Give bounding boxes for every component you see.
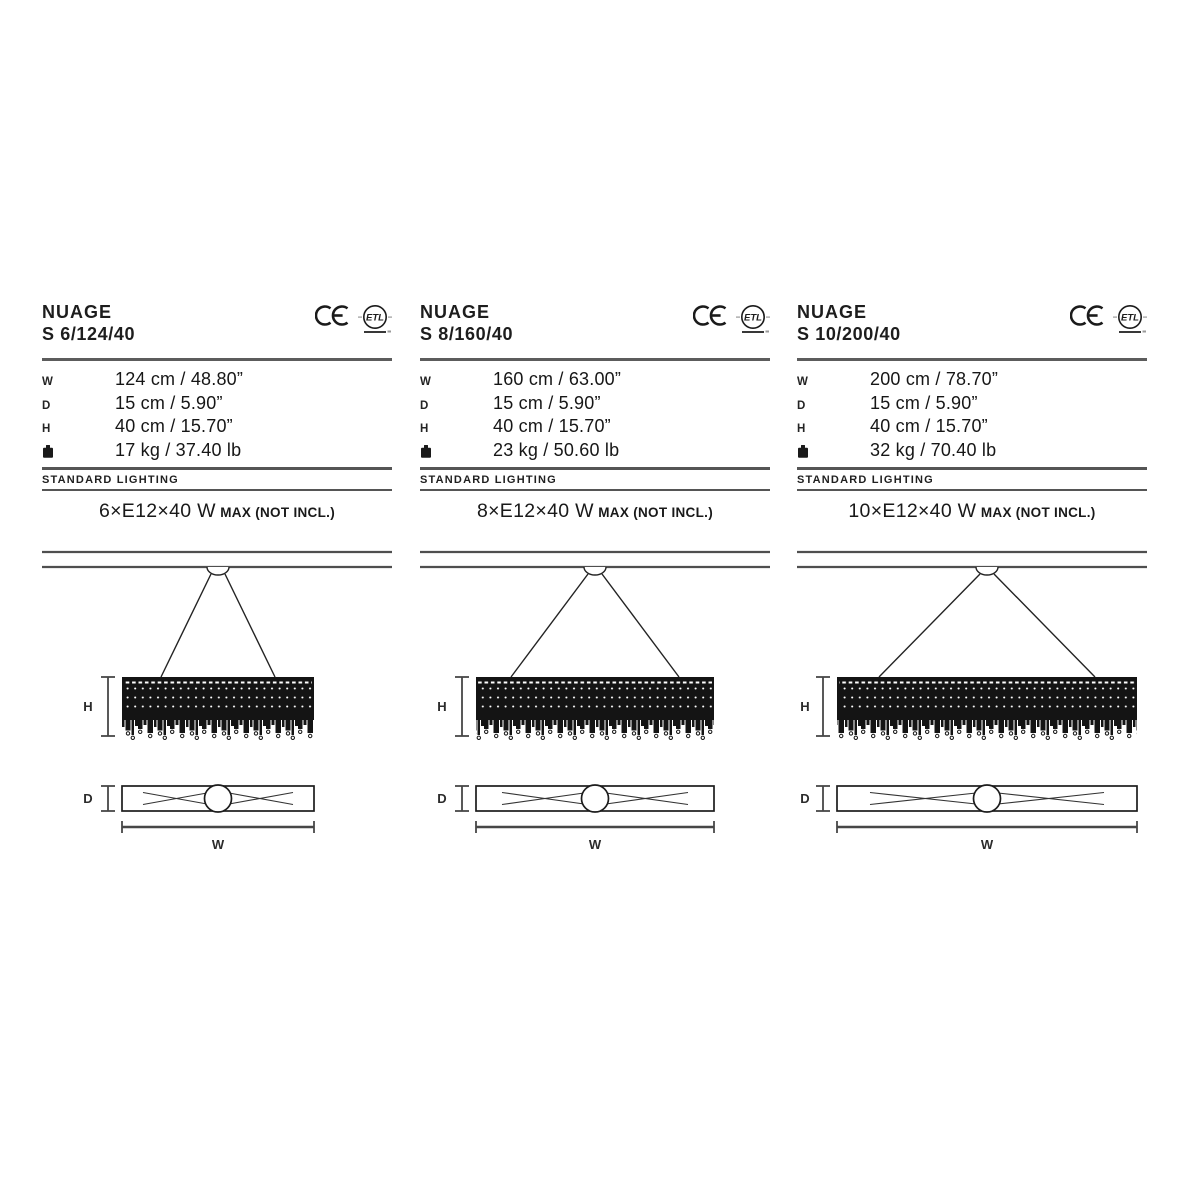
- top-view: [837, 785, 1137, 812]
- h-dimension: [437, 677, 469, 736]
- lamping-note: MAX (NOT INCL.): [598, 504, 714, 520]
- w-dimension-label: W: [211, 837, 225, 852]
- top-view: [476, 785, 714, 812]
- spec-label-d: D: [420, 399, 429, 412]
- spec-row-depth: [797, 393, 1147, 417]
- spec-value-weight: 32 kg / 70.40 lb: [870, 439, 997, 460]
- spec-row-depth: [420, 393, 770, 417]
- spec-label-h: H: [797, 423, 806, 435]
- h-dimension: [800, 677, 830, 736]
- lamping-text: 10×E12×40 W: [848, 499, 977, 522]
- d-dimension: [83, 786, 115, 811]
- crystal-fringe: [476, 720, 714, 741]
- section-divider-top: [420, 467, 770, 470]
- spec-table: [797, 369, 1147, 463]
- h-dimension-label: H: [800, 699, 810, 714]
- suspension-wire: [994, 574, 1095, 677]
- product-model: S 6/124/40: [42, 324, 136, 344]
- spec-table: [420, 369, 770, 463]
- etl-text: ETL: [366, 312, 384, 324]
- section-divider-bottom: [797, 489, 1147, 491]
- etl-mark-icon: [1113, 304, 1147, 336]
- spec-row-height: [420, 416, 770, 440]
- lamping-line: [42, 500, 392, 523]
- drawing-svg: [42, 546, 392, 861]
- w-dimension: [837, 821, 1137, 852]
- weight-icon: [42, 445, 54, 458]
- title-block: [420, 301, 513, 345]
- product-name: NUAGE: [797, 302, 868, 322]
- spec-row-width: [42, 369, 392, 393]
- h-dimension-label: H: [437, 699, 447, 714]
- weight-icon: [797, 445, 809, 458]
- suspension-wire: [879, 574, 980, 677]
- spec-value-height: 40 cm / 15.70”: [493, 416, 611, 436]
- title-block: [42, 301, 135, 345]
- canopy-circle-top-view: [974, 785, 1001, 812]
- spec-label-h: H: [420, 423, 429, 435]
- product-column-2: [420, 301, 770, 881]
- certification-marks: [693, 301, 770, 336]
- crystal-fringe: [837, 720, 1137, 741]
- drawing-svg: [420, 546, 770, 861]
- spec-value-weight: 17 kg / 37.40 lb: [115, 439, 242, 460]
- dimension-drawing: [797, 546, 1147, 861]
- w-dimension-label: W: [588, 837, 602, 852]
- crystal-fringe: [122, 720, 314, 741]
- spec-table: [42, 369, 392, 463]
- certification-marks: [315, 301, 392, 336]
- canopy-circle-top-view: [205, 785, 232, 812]
- suspension-wire: [602, 574, 679, 677]
- spec-label-w: W: [42, 376, 54, 388]
- section-divider-bottom: [420, 489, 770, 491]
- spec-value-width: 200 cm / 78.70”: [870, 369, 999, 389]
- product-name: NUAGE: [42, 302, 113, 322]
- product-model: S 10/200/40: [797, 324, 901, 344]
- spec-value-weight: 23 kg / 50.60 lb: [493, 439, 620, 460]
- etl-text: ETL: [1121, 312, 1139, 324]
- canopy-circle-top-view: [582, 785, 609, 812]
- w-dimension: [122, 821, 314, 852]
- spec-row-depth: [42, 393, 392, 417]
- spec-row-weight: [420, 440, 770, 464]
- title-divider: [420, 358, 770, 361]
- section-divider-bottom: [42, 489, 392, 491]
- ce-mark-icon: [693, 304, 729, 327]
- etl-mark-icon: [736, 304, 770, 336]
- spec-label-d: D: [42, 399, 51, 412]
- title-block: [797, 301, 901, 345]
- spec-row-height: [42, 416, 392, 440]
- spec-value-depth: 15 cm / 5.90”: [493, 392, 601, 413]
- d-dimension-label: D: [437, 791, 447, 806]
- lamping-text: 6×E12×40 W: [98, 499, 216, 522]
- title-divider: [797, 358, 1147, 361]
- spec-value-width: 160 cm / 63.00”: [493, 369, 622, 389]
- etl-text: ETL: [744, 312, 762, 324]
- lamping-note: MAX (NOT INCL.): [980, 504, 1096, 520]
- spec-value-height: 40 cm / 15.70”: [115, 416, 233, 436]
- section-divider-top: [42, 467, 392, 470]
- spec-row-weight: [42, 440, 392, 464]
- h-dimension: [83, 677, 115, 736]
- d-dimension-label: D: [83, 791, 93, 806]
- spec-value-depth: 15 cm / 5.90”: [870, 392, 978, 413]
- suspension-wire: [161, 574, 211, 677]
- spec-value-depth: 15 cm / 5.90”: [115, 392, 223, 413]
- lamping-line: [797, 500, 1147, 523]
- title-divider: [42, 358, 392, 361]
- product-name: NUAGE: [420, 302, 491, 322]
- spec-label-d: D: [797, 399, 806, 412]
- lamping-note: MAX (NOT INCL.): [220, 504, 336, 520]
- w-dimension-label: W: [980, 837, 994, 852]
- h-dimension-label: H: [83, 699, 93, 714]
- standard-lighting-label: STANDARD LIGHTING: [797, 473, 934, 486]
- section-divider-top: [797, 467, 1147, 470]
- dimension-drawing: [420, 546, 770, 861]
- etl-mark-icon: [358, 304, 392, 336]
- ceiling-canopy: [207, 567, 229, 575]
- ce-mark-icon: [315, 304, 351, 327]
- spec-row-height: [797, 416, 1147, 440]
- d-dimension: [800, 786, 830, 811]
- d-dimension: [437, 786, 469, 811]
- top-view: [122, 785, 314, 812]
- shade-front-view: [122, 677, 314, 741]
- lamping-text: 8×E12×40 W: [476, 499, 594, 522]
- dimension-drawing: [42, 546, 392, 861]
- certification-marks: [1070, 301, 1147, 336]
- column-header: [420, 301, 770, 355]
- column-header: [797, 301, 1147, 355]
- spec-value-width: 124 cm / 48.80”: [115, 369, 244, 389]
- w-dimension: [476, 821, 714, 852]
- suspension-wire: [511, 574, 588, 677]
- shade-front-view: [476, 677, 714, 741]
- product-column-1: [42, 301, 392, 881]
- suspension-wire: [225, 574, 275, 677]
- spec-label-w: W: [420, 376, 432, 388]
- spec-label-h: H: [42, 423, 51, 435]
- lamping-line: [420, 500, 770, 523]
- product-column-3: [797, 301, 1147, 881]
- weight-icon: [420, 445, 432, 458]
- standard-lighting-label: STANDARD LIGHTING: [42, 473, 179, 486]
- spec-row-width: [797, 369, 1147, 393]
- column-header: [42, 301, 392, 355]
- ce-mark-icon: [1070, 304, 1106, 327]
- spec-row-width: [420, 369, 770, 393]
- d-dimension-label: D: [800, 791, 810, 806]
- product-model: S 8/160/40: [420, 324, 514, 344]
- spec-row-weight: [797, 440, 1147, 464]
- standard-lighting-label: STANDARD LIGHTING: [420, 473, 557, 486]
- shade-front-view: [837, 677, 1137, 741]
- spec-label-w: W: [797, 376, 809, 388]
- spec-value-height: 40 cm / 15.70”: [870, 416, 988, 436]
- drawing-svg: [797, 546, 1147, 861]
